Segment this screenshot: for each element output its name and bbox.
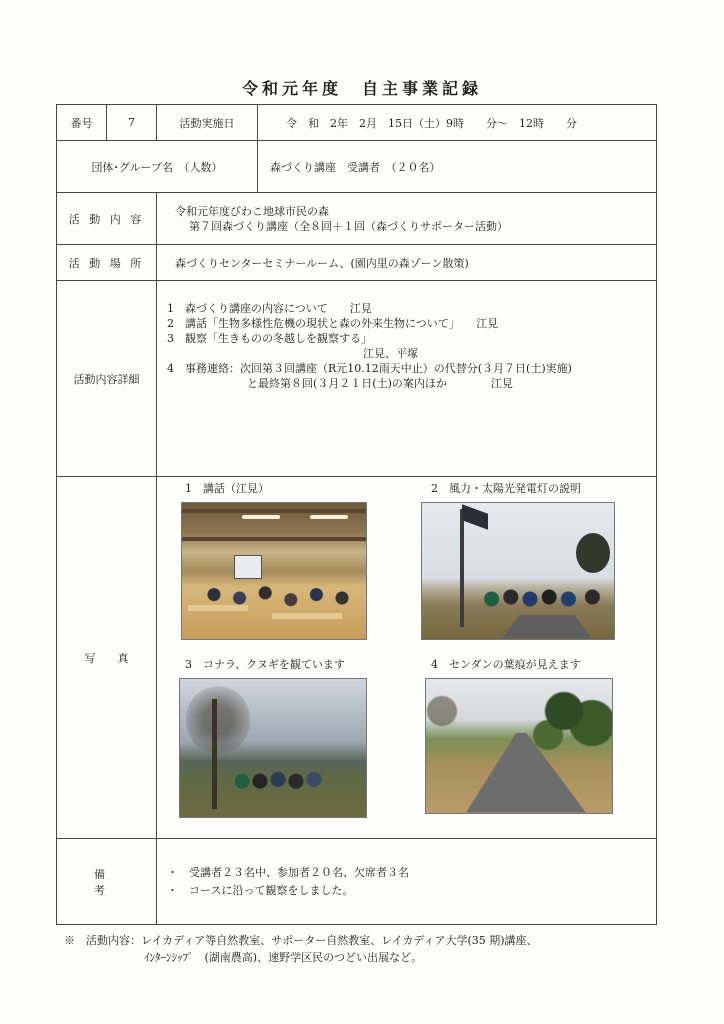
remark-item-2: ・ コースに沿って観察をしました。 bbox=[167, 883, 354, 897]
photo-oak-observation bbox=[179, 678, 367, 818]
photo-lecture bbox=[181, 502, 367, 640]
group-value: 森づくり講座 受講者 （２０名） bbox=[258, 141, 657, 193]
row-place bbox=[57, 245, 657, 281]
date-value: 令 和 2年 2月 15日（土）9時 分～ 12時 分 bbox=[258, 105, 657, 141]
photo-path-walk bbox=[425, 678, 613, 814]
photo-solar-lamp bbox=[421, 502, 615, 640]
detail-line-2: 2 講話「生物多様性危機の現状と森の外来生物について」 江見 bbox=[167, 317, 499, 330]
content-line-1: 令和元年度びわこ地球市民の森 bbox=[175, 204, 329, 218]
detail-line-6: と最終第８回(３月２１日(土)の案内ほか 江見 bbox=[247, 377, 513, 390]
photo-caption-1: 1 講話（江見） bbox=[185, 481, 269, 495]
detail-label: 活動内容詳細 bbox=[57, 281, 157, 477]
group-label: 団体･グループ名 （人数） bbox=[57, 141, 258, 193]
row-group bbox=[57, 141, 657, 193]
row-content bbox=[57, 193, 657, 245]
remark-item-1: ・ 受講者２３名中、参加者２０名、欠席者３名 bbox=[167, 865, 409, 879]
row-remarks bbox=[57, 839, 657, 925]
photos-label: 写 真 bbox=[57, 477, 157, 839]
footnote-line-2: ｲﾝﾀｰﾝｼｯﾌﾟ (湖南農高)、速野学区民のつどい出展など。 bbox=[144, 951, 423, 964]
content-value bbox=[157, 193, 657, 245]
detail-line-1: 1 森づくり講座の内容について 江見 bbox=[167, 302, 372, 315]
date-label: 活動実施日 bbox=[157, 105, 258, 141]
photos-area bbox=[157, 477, 657, 839]
remarks-label: 備 考 bbox=[57, 839, 157, 925]
place-value: 森づくりセンターセミナールーム、(園内里の森ゾーン散策) bbox=[157, 245, 657, 281]
detail-value bbox=[157, 281, 657, 477]
remarks-value bbox=[157, 839, 657, 925]
detail-line-3: 3 観察「生きものの冬越しを観察する」 bbox=[167, 332, 372, 345]
activity-record-table bbox=[56, 104, 657, 925]
row-photos bbox=[57, 477, 657, 839]
photo-caption-4: 4 センダンの葉痕が見えます bbox=[431, 657, 581, 671]
content-label: 活 動 内 容 bbox=[57, 193, 157, 245]
footnote-line-1: ※ 活動内容：レイカディア等自然教室、サポーター自然教室、レイカディア大学(35 期)講座、 bbox=[64, 934, 538, 947]
place-label: 活 動 場 所 bbox=[57, 245, 157, 281]
row-number-date bbox=[57, 105, 657, 141]
number-label: 番号 bbox=[57, 105, 107, 141]
number-value: 7 bbox=[107, 105, 157, 141]
page-title: 令和元年度 自主事業記録 bbox=[241, 79, 482, 98]
detail-line-5: 4 事務連絡：次回第３回講座（R元10.12雨天中止）の代替分(３月７日(土)実施) bbox=[167, 362, 572, 375]
content-line-2: 第７回森づくり講座（全８回＋１回（森づくりサポーター活動） bbox=[189, 219, 508, 233]
row-detail bbox=[57, 281, 657, 477]
photo-caption-2: 2 風力・太陽光発電灯の説明 bbox=[431, 481, 581, 495]
photo-caption-3: 3 コナラ、クヌギを観ています bbox=[185, 657, 345, 671]
footnote bbox=[64, 932, 538, 966]
detail-line-4: 江見、平塚 bbox=[363, 347, 418, 360]
